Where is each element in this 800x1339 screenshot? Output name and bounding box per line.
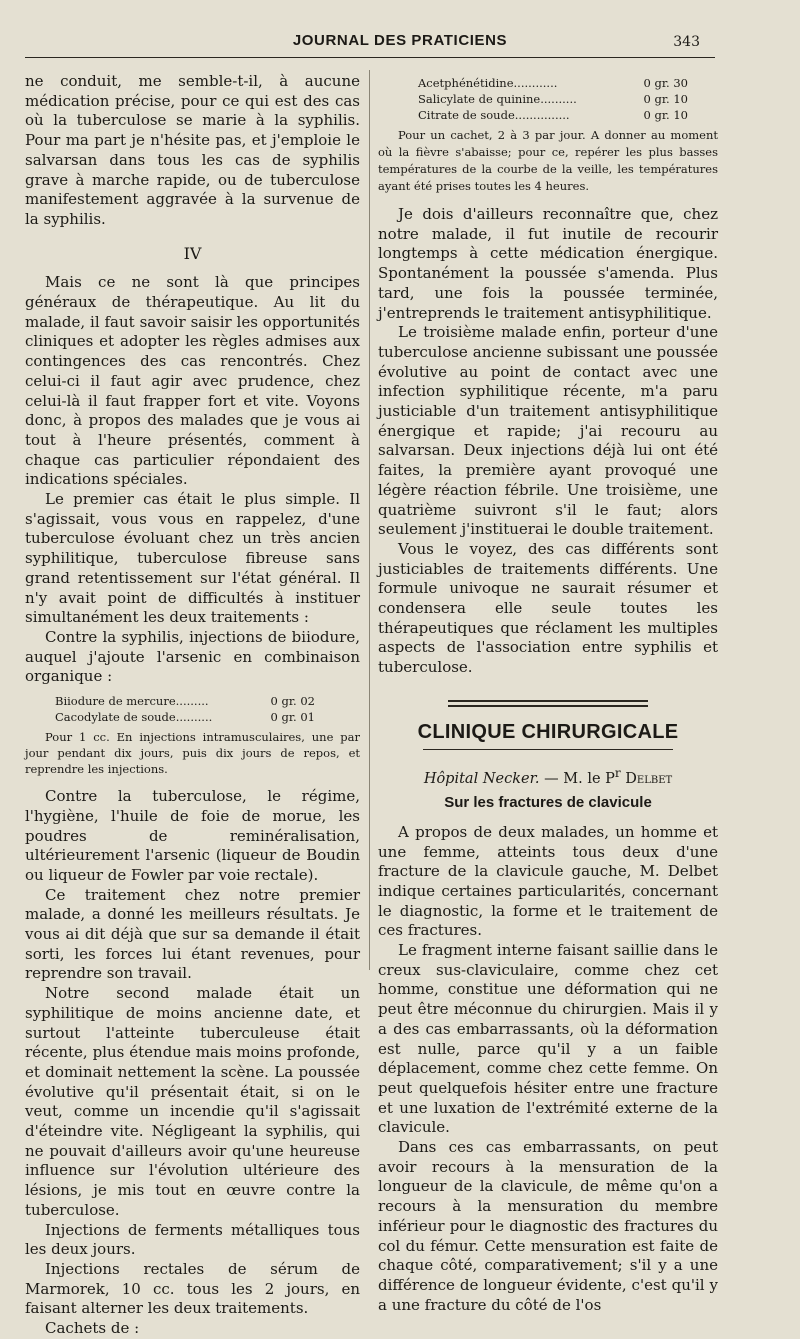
paragraph: A propos de deux malades, un homme et une femme, atteints tous deux d'une fracture de la clavicule gauche, M. Delbet indique certaines particularités, concernant le diagnostic, la forme et le traitement de ces fractures. (378, 822, 718, 940)
paragraph: Contre la syphilis, injections de biiodure, auquel j'ajoute l'arsenic en combinaison organique : (25, 627, 360, 686)
prescription-formula (55, 693, 315, 725)
title-rule (423, 749, 673, 750)
paragraph: Dans ces cas embarrassants, on peut avoir recours à la mensuration de la longueur de la clavicule, de même qu'on a recours à la mensuration du membre inférieur pour le diagnostic des fractures du col du fémur. Cette mensuration est faite de chaque côté, comparativement; s'il y a une différence de longueur évidente, c'est qu'il y a une fracture du côté de l'os (378, 1138, 718, 1314)
page-number: 343 (673, 34, 700, 50)
section-number: IV (183, 243, 202, 263)
left-column (25, 72, 360, 1339)
formula-ingredient: Biiodure de mercure......... (55, 694, 209, 709)
formula-ingredient: Salicylate de quinine.......... (418, 92, 577, 106)
header-rule (25, 57, 715, 58)
formula-line (418, 91, 688, 107)
formula-note: Pour un cachet, 2 à 3 par jour. A donner au moment où la fièvre s'abaisse; pour ce, repérer les plus basses températures de la courbe de la veille, les températures ayant été prises toutes les 4 heures. (378, 128, 718, 193)
formula-dose: 0 gr. 10 (643, 108, 688, 122)
running-head (0, 32, 800, 56)
formula-dose: 0 gr. 30 (643, 76, 688, 90)
formula-dose: 0 gr. 01 (270, 710, 315, 725)
formula-dose: 0 gr. 10 (643, 92, 688, 106)
byline-place: Hôpital Necker. (423, 770, 540, 787)
paragraph: Le troisième malade enfin, porteur d'une tuberculose ancienne subissant une poussée évolutive au point de contact avec une infection syphilitique récente, m'a paru justiciable d'un traitement antisyphilitique énergique et rapide; j'ai recouru au salvarsan. Deux injections déjà lui ont été faites, la première ayant provoqué une légère réaction fébrile. Une troisième, une quatrième suivront s'il le faut; alors seulement j'instituerai le double traitement. (378, 323, 718, 539)
byline-superscript: r (614, 765, 621, 780)
prescription-formula (418, 75, 688, 123)
paragraph: Je dois d'ailleurs reconnaître que, chez notre malade, il fut inutile de recourir longtemps à cette médication énergique. Spontanément la poussée s'amenda. Plus tard, une fois la poussée terminée, j'entreprends le traitement antisyphilitique. (378, 205, 718, 322)
article-byline (378, 764, 718, 790)
formula-line (418, 107, 688, 123)
paragraph: Mais ce ne sont là que principes généraux de thérapeutique. Au lit du malade, il faut savoir saisir les opportunités cliniques et adopter les règles admises aux contingences des cas rencontrés. Chez celui-ci il faut agir avec prudence, chez celui-là il faut frapper fort et vite. Voyons donc, à propos des malades que je vous ai tout à l'heure présentés, comment à chaque cas particulier répondaient des indications spéciales. (25, 273, 360, 489)
formula-line (418, 75, 688, 91)
formula-ingredient: Cacodylate de soude.......... (55, 710, 213, 725)
paragraph: Le fragment interne faisant saillie dans le creux sus-claviculaire, comme chez cet homme, constitue une déformation qui ne peut être méconnue du chirurgien. Mais il y a des cas embarrassants, où la déformation est nulle, parce qu'il y a un faible déplacement, comme chez cette femme. On peut quelquefois hésiter entre une fracture et une luxation de l'extrémité externe de la clavicule. (378, 941, 718, 1137)
paragraph: Vous le voyez, des cas différents sont justiciables de traitements différents. Une formule univoque ne saurait résumer et condensera elle seule toutes les thérapeutiques que réclament les multiples aspects de l'association entre syphilis et tuberculose. (378, 539, 718, 677)
paragraph: Le premier cas était le plus simple. Il s'agissait, vous vous en rappelez, d'une tuberculose évoluant chez un très ancien syphilitique, tuberculose fibreuse sans grand retentissement sur l'état général. Il n'y avait point de difficultés à instituer simultanément les deux traitements : (25, 490, 360, 627)
paragraph: Contre la tuberculose, le régime, l'hygiène, l'huile de foie de morue, les poudres de reminéralisation, ultérieurement l'arsenic (liqueur de Boudin ou liqueur de Fowler par voie rectale). (25, 787, 360, 884)
paragraph: Injections rectales de sérum de Marmorek, 10 cc. tous les 2 jours, en faisant alterner les deux traitements. (25, 1259, 360, 1318)
formula-ingredient: Acetphénétidine............ (418, 76, 558, 90)
formula-line (55, 693, 315, 709)
paragraph: Notre second malade était un syphilitique de moins ancienne date, et surtout l'atteinte tuberculeuse était récente, plus étendue mais moins profonde, et dominait nettement la scène. La poussée évolutive qu'il présentait était, si on le veut, comme un incendie qu'il s'agissait d'éteindre vite. Négligeant la syphilis, qui ne pouvait d'ailleurs avoir qu'une heureuse influence sur l'évolution ultérieure des lésions, je mis tout en œuvre contre la tuberculose. (25, 984, 360, 1219)
column-divider (369, 70, 370, 970)
right-column (378, 75, 718, 1315)
formula-ingredient: Citrate de soude............... (418, 108, 570, 122)
section-title: CLINIQUE CHIRURGICALE (417, 720, 679, 743)
byline-prefix: — M. le P (539, 770, 615, 787)
paragraph: Ce traitement chez notre premier malade, a donné les meilleurs résultats. Je vous ai dit déjà que sur sa demande il était sorti, les forces lui étant revenues, pour reprendre son travail. (25, 885, 360, 983)
formula-note: Pour 1 cc. En injections intramusculaires, une par jour pendant dix jours, puis dix jours de repos, et reprendre les injections. (25, 730, 360, 777)
journal-title: JOURNAL DES PRATICIENS (292, 32, 508, 49)
paragraph: Cachets de : (45, 1319, 140, 1338)
formula-line (55, 709, 315, 725)
paragraph: Injections de ferments métalliques tous les deux jours. (25, 1220, 360, 1259)
section-separator (448, 700, 648, 707)
byline-author: Delbet (625, 770, 673, 787)
formula-dose: 0 gr. 02 (270, 694, 315, 709)
paragraph: ne conduit, me semble-t-il, à aucune médication précise, pour ce qui est des cas où la tuberculose se marie à la syphilis. Pour ma part je n'hésite pas, et j'emploie le salvarsan dans tous les cas de syphilis grave à marche rapide, ou de tuberculose manifestement aggravée à la survenue de la syphilis. (25, 72, 360, 228)
article-subtitle: Sur les fractures de clavicule (444, 794, 652, 812)
